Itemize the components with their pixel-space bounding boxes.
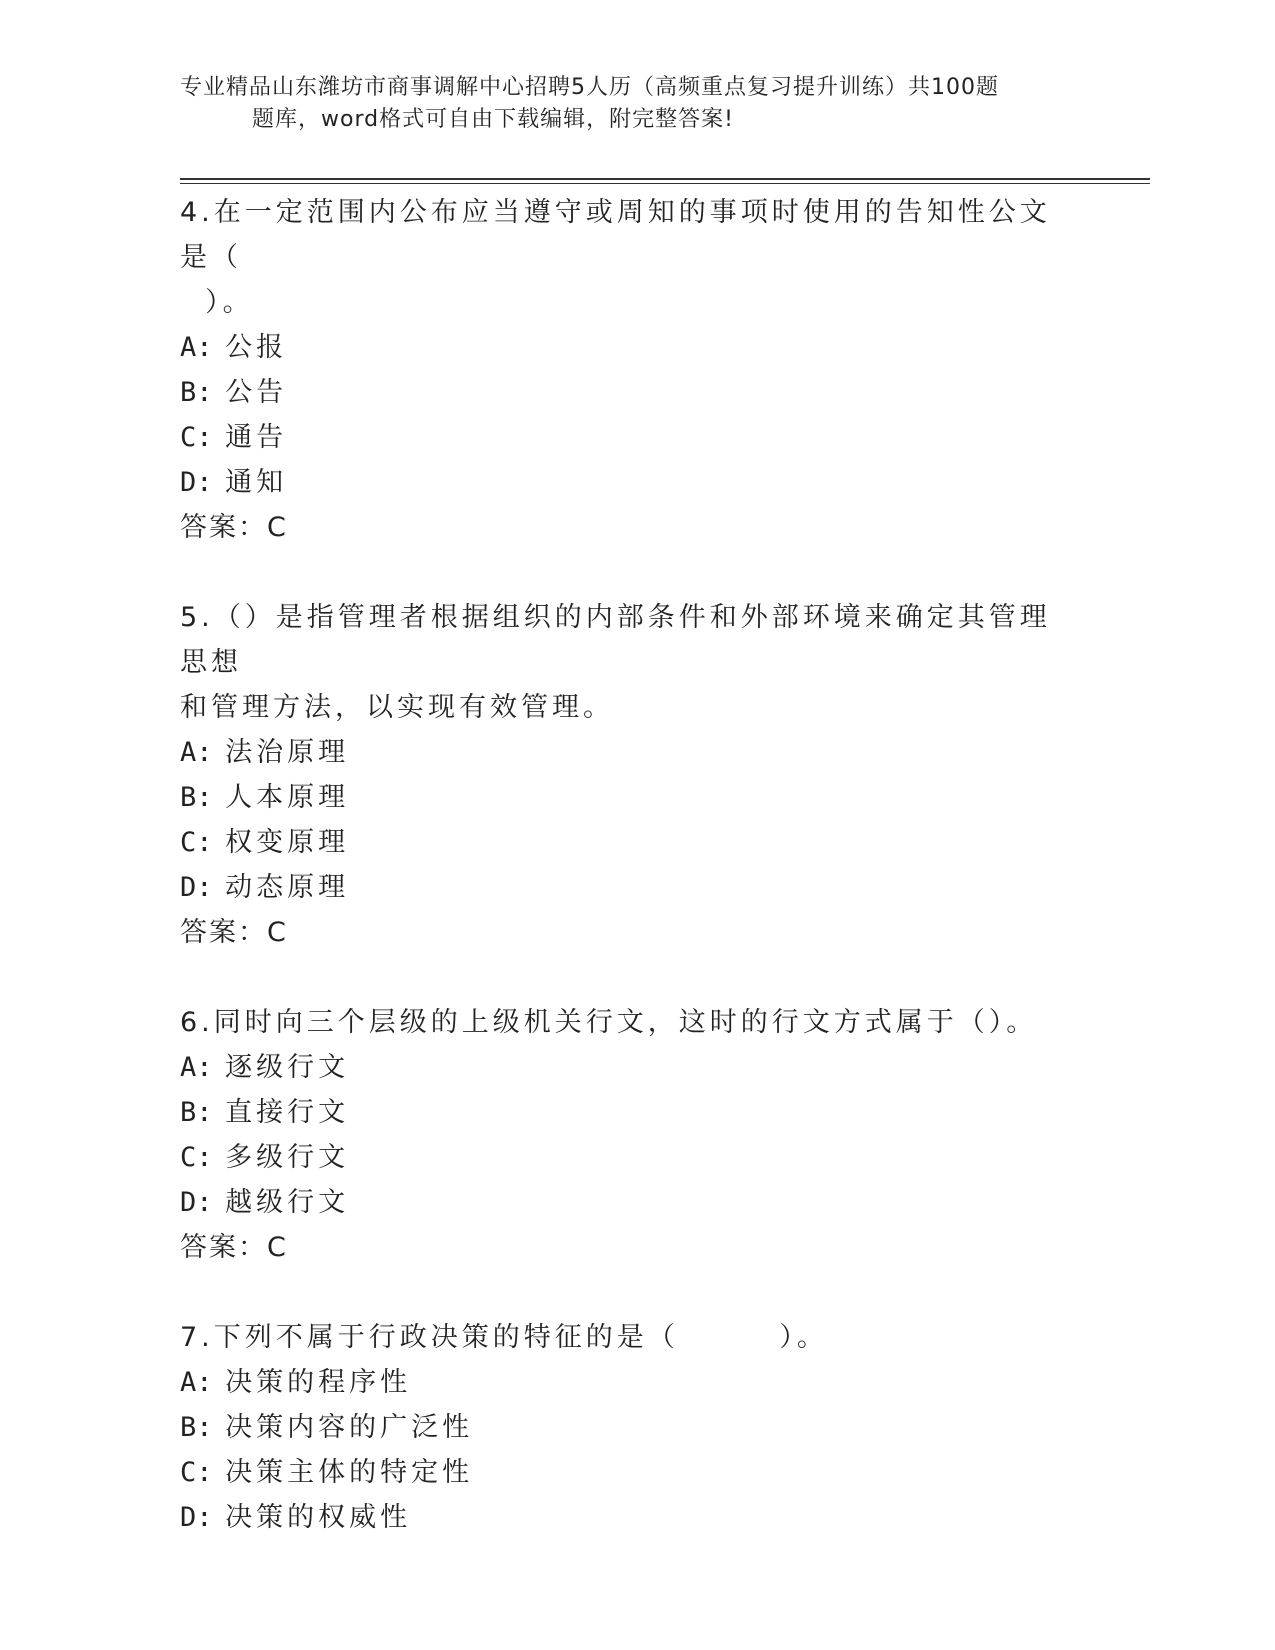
option-d xyxy=(180,1495,1080,1540)
option-text: 越级行文 xyxy=(225,1187,350,1218)
document-header xyxy=(180,72,1080,136)
option-d xyxy=(180,1180,1080,1225)
option-c xyxy=(180,820,1080,865)
question-item xyxy=(180,595,1080,955)
option-text: 通告 xyxy=(225,422,288,453)
option-key: C: xyxy=(180,1142,213,1173)
option-c xyxy=(180,415,1080,460)
option-b xyxy=(180,1405,1080,1450)
option-a xyxy=(180,730,1080,775)
question-stem: 7.下列不属于行政决策的特征的是（ ）。 xyxy=(180,1322,828,1353)
option-d xyxy=(180,865,1080,910)
option-b xyxy=(180,775,1080,820)
question-stem-continued: ）。 xyxy=(180,287,254,318)
question-stem-continued: 和管理方法，以实现有效管理。 xyxy=(180,692,614,723)
header-title-line1: 专业精品山东潍坊市商事调解中心招聘5人历（高频重点复习提升训练）共100题 xyxy=(180,75,999,100)
option-key: A: xyxy=(180,737,213,768)
option-key: C: xyxy=(180,1457,213,1488)
option-key: A: xyxy=(180,1367,213,1398)
option-key: D: xyxy=(180,872,213,903)
option-c xyxy=(180,1450,1080,1495)
option-text: 多级行文 xyxy=(225,1142,350,1173)
option-b xyxy=(180,1090,1080,1135)
option-key: A: xyxy=(180,332,213,363)
option-key: B: xyxy=(180,782,213,813)
option-text: 法治原理 xyxy=(225,737,350,768)
option-a xyxy=(180,1360,1080,1405)
option-key: D: xyxy=(180,1187,213,1218)
option-key: A: xyxy=(180,1052,213,1083)
option-text: 直接行文 xyxy=(225,1097,350,1128)
option-d xyxy=(180,460,1080,505)
question-stem: 5.（）是指管理者根据组织的内部条件和外部环境来确定其管理思想 xyxy=(180,602,1051,678)
question-list xyxy=(180,190,1080,1585)
option-text: 动态原理 xyxy=(225,872,350,903)
option-text: 权变原理 xyxy=(225,827,350,858)
question-stem: 4.在一定范围内公布应当遵守或周知的事项时使用的告知性公文是（ xyxy=(180,197,1051,273)
answer-line: 答案：C xyxy=(180,917,288,948)
option-key: B: xyxy=(180,1412,213,1443)
option-text: 决策主体的特定性 xyxy=(225,1457,474,1488)
header-title-line2: 题库，word格式可自由下载编辑，附完整答案! xyxy=(252,107,734,132)
option-key: D: xyxy=(180,467,213,498)
option-a xyxy=(180,1045,1080,1090)
option-text: 决策内容的广泛性 xyxy=(225,1412,474,1443)
answer-line: 答案：C xyxy=(180,1232,288,1263)
question-item xyxy=(180,1000,1080,1270)
option-key: C: xyxy=(180,827,213,858)
option-key: C: xyxy=(180,422,213,453)
option-text: 公告 xyxy=(225,377,288,408)
answer-line: 答案：C xyxy=(180,512,288,543)
option-key: D: xyxy=(180,1502,213,1533)
question-item xyxy=(180,1315,1080,1540)
option-key: B: xyxy=(180,1097,213,1128)
option-text: 公报 xyxy=(225,332,288,363)
option-text: 逐级行文 xyxy=(225,1052,350,1083)
option-key: B: xyxy=(180,377,213,408)
option-text: 人本原理 xyxy=(225,782,350,813)
option-c xyxy=(180,1135,1080,1180)
question-stem: 6.同时向三个层级的上级机关行文，这时的行文方式属于（）。 xyxy=(180,1007,1038,1038)
header-divider-thick xyxy=(180,178,1150,180)
question-item xyxy=(180,190,1080,550)
option-b xyxy=(180,370,1080,415)
option-text: 通知 xyxy=(225,467,288,498)
option-a xyxy=(180,325,1080,370)
header-divider-thin xyxy=(180,183,1150,184)
option-text: 决策的权威性 xyxy=(225,1502,412,1533)
option-text: 决策的程序性 xyxy=(225,1367,412,1398)
